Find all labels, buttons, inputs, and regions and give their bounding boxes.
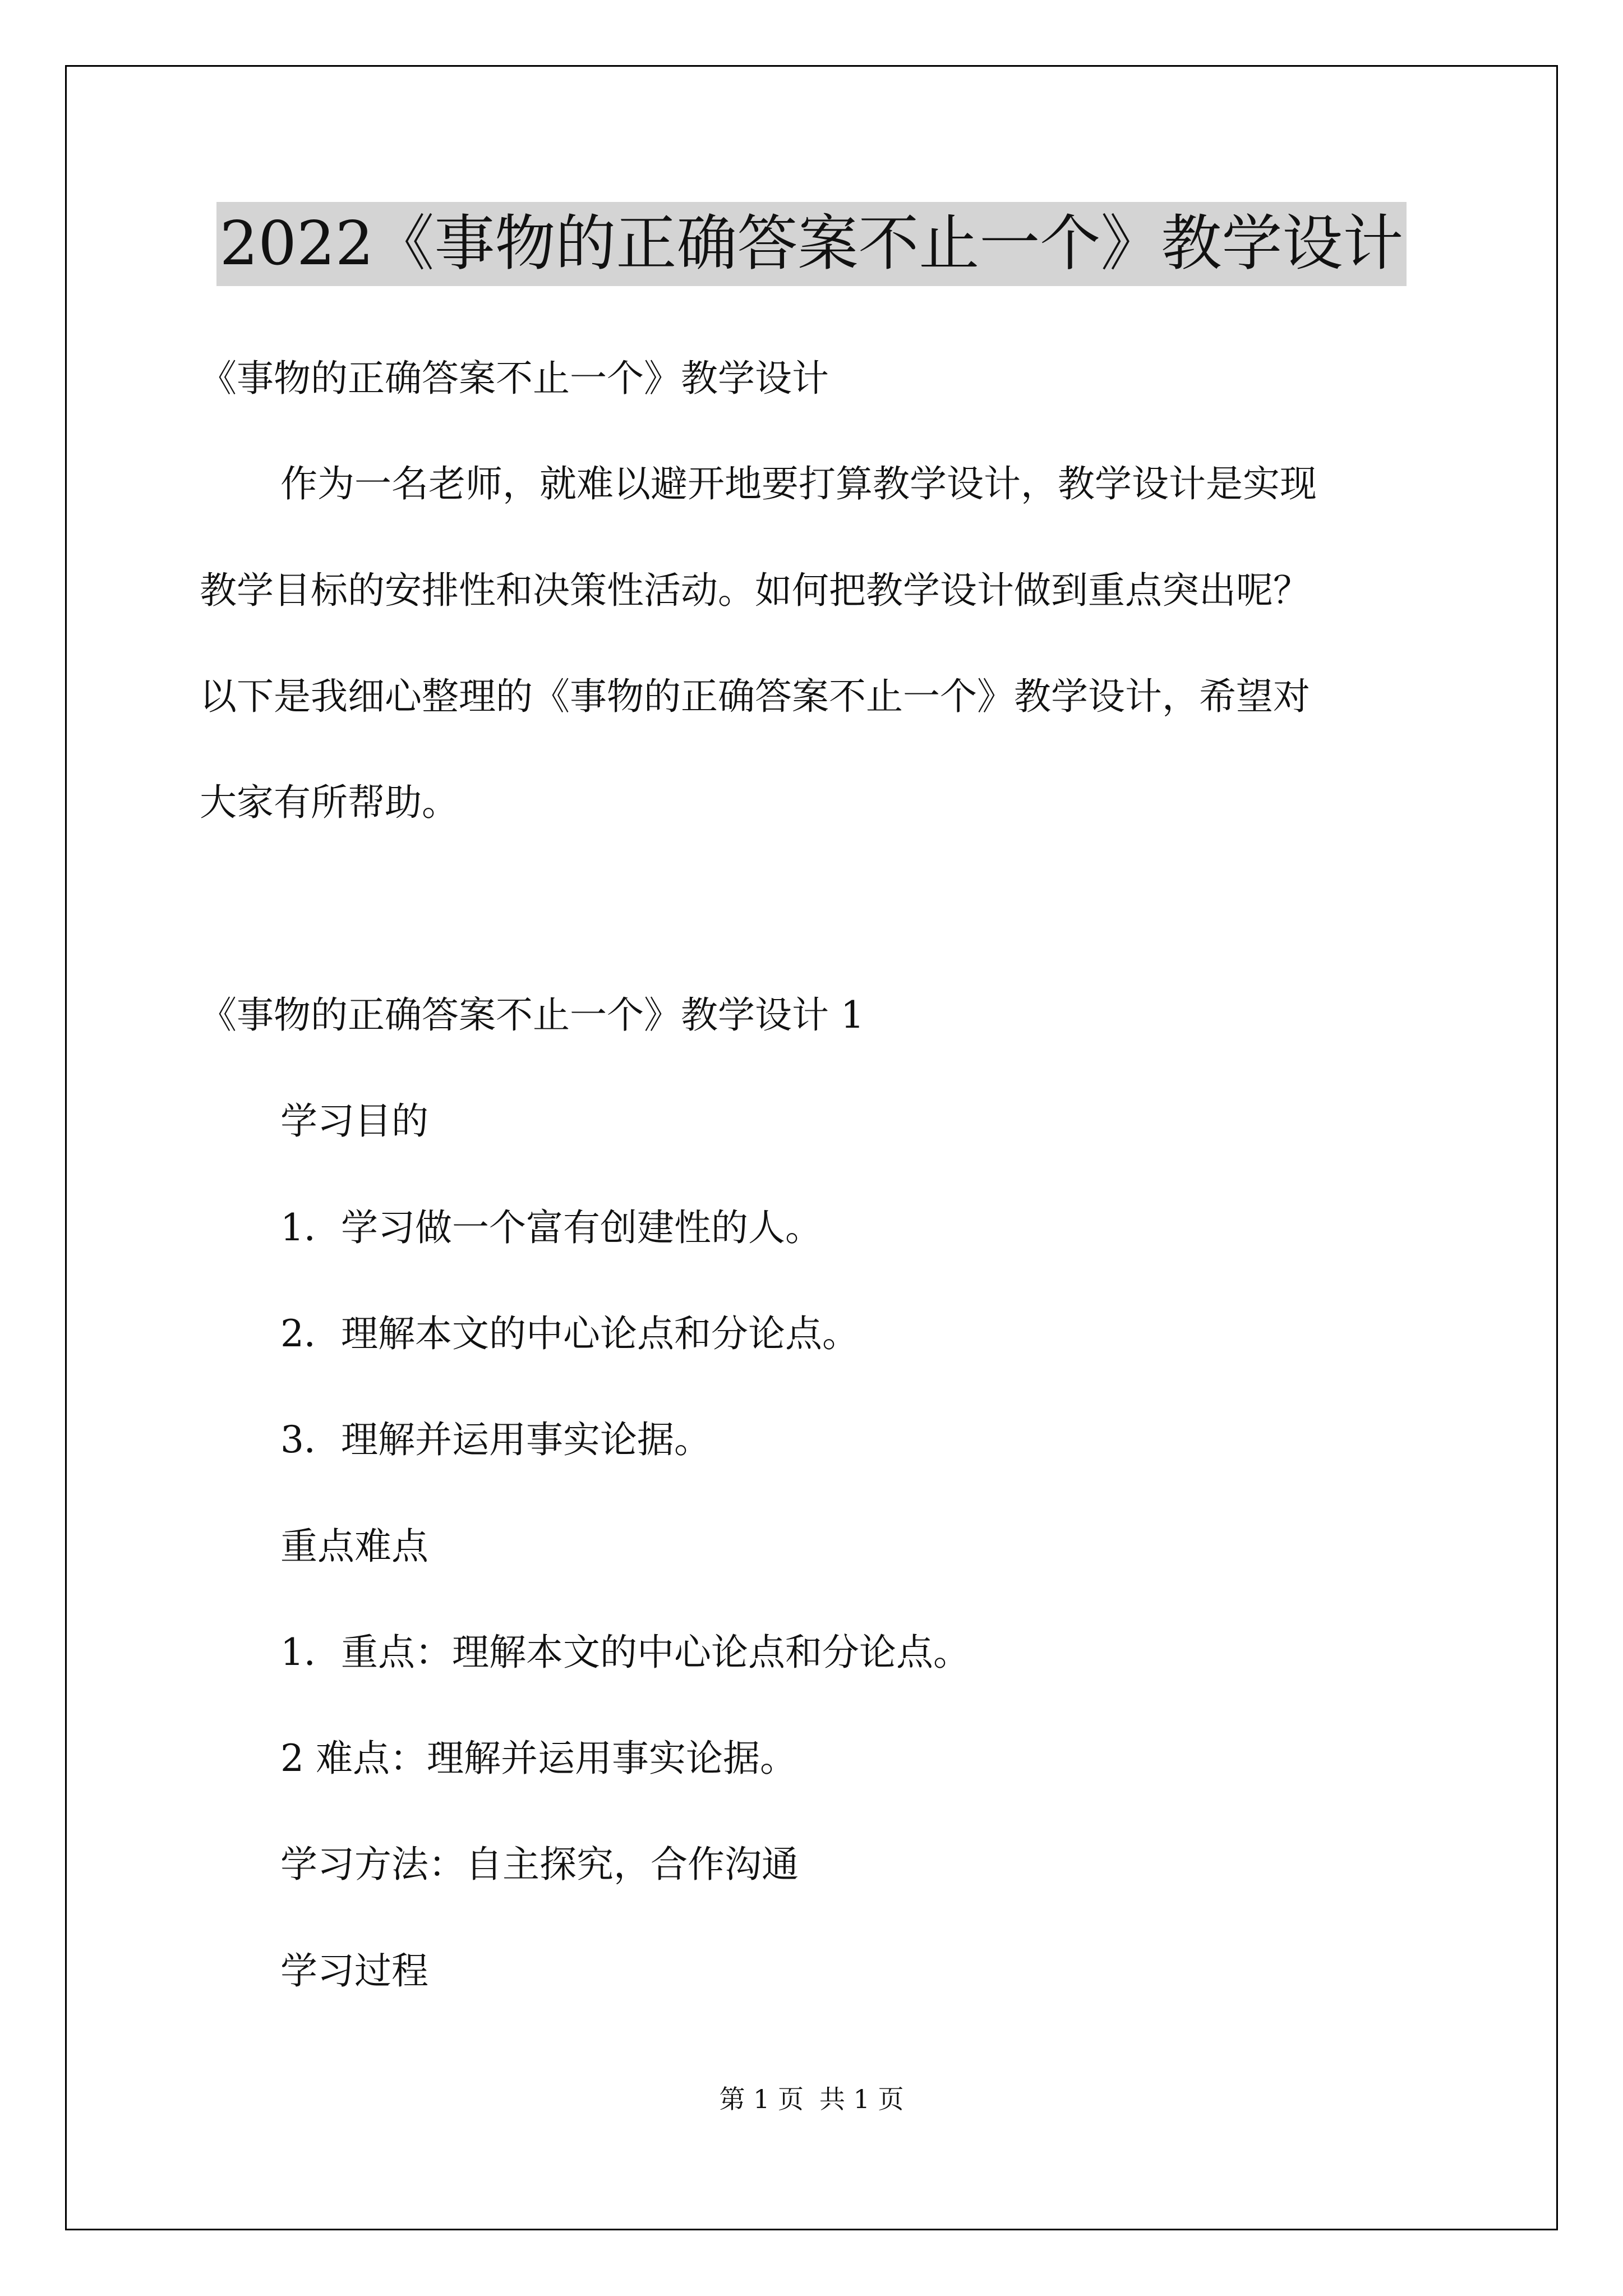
section-title: 《事物的正确答案不止一个》教学设计 1 [200, 993, 864, 1037]
list-item: 2．理解本文的中心论点和分论点。 [280, 1312, 859, 1355]
intro-line-1: 作为一名老师，就难以避开地要打算教学设计，教学设计是实现 [280, 462, 1317, 505]
document-title: 2022《事物的正确答案不止一个》教学设计 [216, 202, 1407, 286]
intro-line-4: 大家有所帮助。 [200, 781, 459, 824]
list-item: 1．重点：理解本文的中心论点和分论点。 [280, 1631, 970, 1674]
list-item: 3．理解并运用事实论据。 [280, 1418, 711, 1461]
list-item: 学习过程 [280, 1949, 428, 1993]
document-subtitle: 《事物的正确答案不止一个》教学设计 [200, 357, 829, 400]
page-number: 第 1 页 [719, 2084, 804, 2114]
intro-line-2: 教学目标的安排性和决策性活动。如何把教学设计做到重点突出呢？ [200, 569, 1310, 612]
list-item: 1．学习做一个富有创建性的人。 [280, 1206, 822, 1249]
list-item: 2 难点：理解并运用事实论据。 [280, 1737, 797, 1780]
list-item: 学习方法：自主探究，合作沟通 [280, 1843, 799, 1886]
list-item: 学习目的 [280, 1099, 428, 1143]
title-container [0, 202, 1623, 286]
list-item: 重点难点 [280, 1525, 428, 1568]
intro-line-3: 以下是我细心整理的《事物的正确答案不止一个》教学设计，希望对 [200, 675, 1310, 718]
page-footer [0, 2082, 1623, 2116]
page-total: 共 1 页 [819, 2084, 904, 2114]
